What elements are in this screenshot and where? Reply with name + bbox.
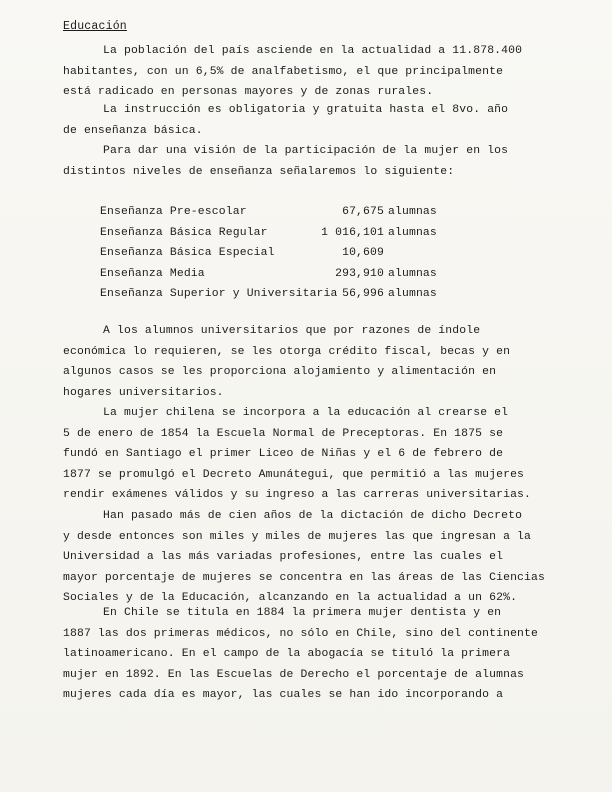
- text-line: mayor porcentaje de mujeres se concentra en las áreas de las Ciencias: [63, 571, 545, 584]
- section-heading: Educación: [63, 20, 127, 33]
- paragraph-population: [63, 41, 543, 103]
- text-line: distintos niveles de enseñanza señalaremos lo siguiente:: [63, 165, 455, 178]
- text-line: algunos casos se les proporciona alojamiento y alimentación en: [63, 366, 497, 379]
- text-line: y desde entonces son miles y miles de mujeres las que ingresan a la: [63, 530, 532, 543]
- enrollment-count: 1 016,101: [321, 226, 384, 239]
- enrollment-level: Enseñanza Básica Regular: [100, 226, 268, 239]
- text-line: Han pasado más de cien años de la dictación de dicho Decreto: [103, 510, 523, 522]
- enrollment-count: 293,910: [335, 267, 384, 280]
- paragraph-university-aid: [63, 321, 543, 403]
- text-line: 1887 las dos primeras médicos, no sólo en Chile, sino del continente: [63, 627, 539, 640]
- enrollment-count: 10,609: [342, 247, 384, 260]
- enrollment-count: 67,675: [342, 206, 384, 218]
- text-line: habitantes, con un 6,5% de analfabetismo, el que principalmente: [63, 65, 504, 78]
- enrollment-unit: alumnas: [388, 206, 437, 218]
- text-line: fundó en Santiago el primer Liceo de Niñas y el 6 de febrero de: [63, 448, 504, 461]
- text-line: La población del país asciende en la actualidad a 11.878.400: [103, 45, 523, 57]
- enrollment-level: Enseñanza Superior y Universitaria: [100, 288, 338, 301]
- text-line: En Chile se titula en 1884 la primera mujer dentista y en: [103, 607, 502, 619]
- enrollment-row: [100, 284, 480, 305]
- paragraph-instruction: [63, 100, 543, 141]
- enrollment-row: [100, 243, 480, 264]
- text-line: Sociales y de la Educación, alcanzando en la actualidad a un 62%.: [63, 592, 518, 605]
- text-line: hogares universitarios.: [63, 386, 224, 399]
- enrollment-count: 56,996: [342, 288, 384, 301]
- text-line: mujeres cada día es mayor, las cuales se han ido incorporando a: [63, 689, 504, 702]
- text-line: Para dar una visión de la participación de la mujer en los: [103, 145, 509, 157]
- text-line: Universidad a las más variadas profesiones, entre las cuales el: [63, 551, 504, 564]
- text-line: 1877 se promulgó el Decreto Amunátegui, que permitió a las mujeres: [63, 468, 525, 481]
- enrollment-level: Enseñanza Pre-escolar: [100, 206, 247, 218]
- paragraph-decree: [63, 506, 543, 609]
- enrollment-row: [100, 202, 480, 223]
- text-line: mujer en 1892. En las Escuelas de Derecho el porcentaje de alumnas: [63, 668, 525, 681]
- enrollment-row: [100, 264, 480, 285]
- text-line: La instrucción es obligatoria y gratuita hasta el 8vo. año: [103, 104, 509, 116]
- enrollment-unit: alumnas: [388, 226, 437, 239]
- enrollment-row: [100, 223, 480, 244]
- paragraph-first-graduates: [63, 603, 543, 706]
- text-line: A los alumnos universitarios que por razones de índole: [103, 325, 481, 337]
- text-line: latinoamericano. En el campo de la abogacía se tituló la primera: [63, 648, 511, 661]
- enrollment-unit: alumnas: [388, 288, 437, 301]
- text-line: rendir exámenes válidos y su ingreso a las carreras universitarias.: [63, 489, 532, 502]
- enrollment-unit: alumnas: [388, 267, 437, 280]
- enrollment-level: Enseñanza Básica Especial: [100, 247, 275, 260]
- text-line: 5 de enero de 1854 la Escuela Normal de Preceptoras. En 1875 se: [63, 427, 504, 440]
- paragraph-history: [63, 403, 543, 506]
- text-line: de enseñanza básica.: [63, 124, 203, 137]
- text-line: está radicado en personas mayores y de zonas rurales.: [63, 86, 434, 99]
- text-line: La mujer chilena se incorpora a la educación al crearse el: [103, 407, 509, 419]
- enrollment-level: Enseñanza Media: [100, 267, 205, 280]
- paragraph-intro-levels: [63, 141, 543, 182]
- enrollment-table: [100, 202, 480, 305]
- text-line: económica lo requieren, se les otorga crédito fiscal, becas y en: [63, 345, 511, 358]
